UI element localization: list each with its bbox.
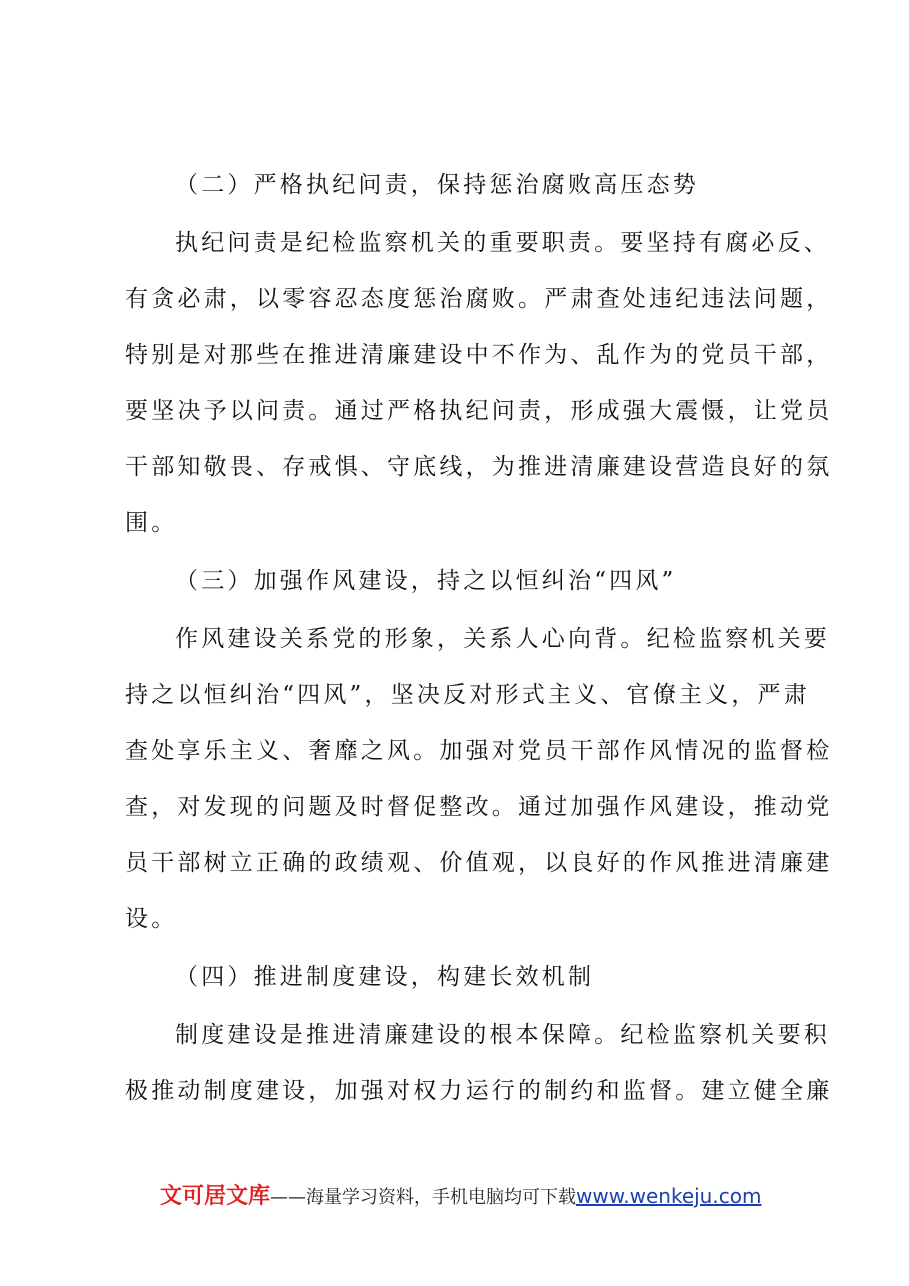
paragraph-line: 围。: [125, 510, 178, 536]
paragraph-line: 持之以恒纠治“四风”，坚决反对形式主义、官僚主义，严肃: [125, 682, 810, 708]
paragraph-line: 要坚决予以问责。通过严格执纪问责，形成强大震慑，让党员: [125, 398, 833, 424]
section-heading-2: （二）严格执纪问责，保持惩治腐败高压态势: [175, 172, 699, 198]
paragraph-line: 有贪必肃，以零容忍态度惩治腐败。严肃查处违纪违法问题，: [125, 286, 833, 312]
paragraph-line: 设。: [125, 906, 178, 932]
paragraph-line: 极推动制度建设，加强对权力运行的制约和监督。建立健全廉: [125, 1078, 833, 1104]
footer-tagline: ——海量学习资料，手机电脑均可下载: [270, 1187, 577, 1208]
paragraph-line: 执纪问责是纪检监察机关的重要职责。要坚持有腐必反、: [175, 230, 830, 256]
paragraph-line: 查处享乐主义、奢靡之风。加强对党员干部作风情况的监督检: [125, 738, 833, 764]
paragraph-line: 特别是对那些在推进清廉建设中不作为、乱作为的党员干部，: [125, 342, 833, 368]
footer-banner: [160, 1180, 761, 1212]
paragraph-line: 作风建设关系党的形象，关系人心向背。纪检监察机关要: [175, 626, 830, 652]
footer-website-link[interactable]: www.wenkeju.com: [576, 1184, 762, 1208]
paragraph-line: 查，对发现的问题及时督促整改。通过加强作风建设，推动党: [125, 794, 833, 820]
footer-brand: 文可居文库: [160, 1184, 271, 1209]
paragraph-line: 员干部树立正确的政绩观、价值观，以良好的作风推进清廉建: [125, 850, 833, 876]
paragraph-line: 干部知敬畏、存戒惧、守底线，为推进清廉建设营造良好的氛: [125, 454, 833, 480]
section-heading-3: （三）加强作风建设，持之以恒纠治“四风”: [175, 568, 677, 594]
section-heading-4: （四）推进制度建设，构建长效机制: [175, 964, 595, 990]
paragraph-line: 制度建设是推进清廉建设的根本保障。纪检监察机关要积: [175, 1022, 830, 1048]
